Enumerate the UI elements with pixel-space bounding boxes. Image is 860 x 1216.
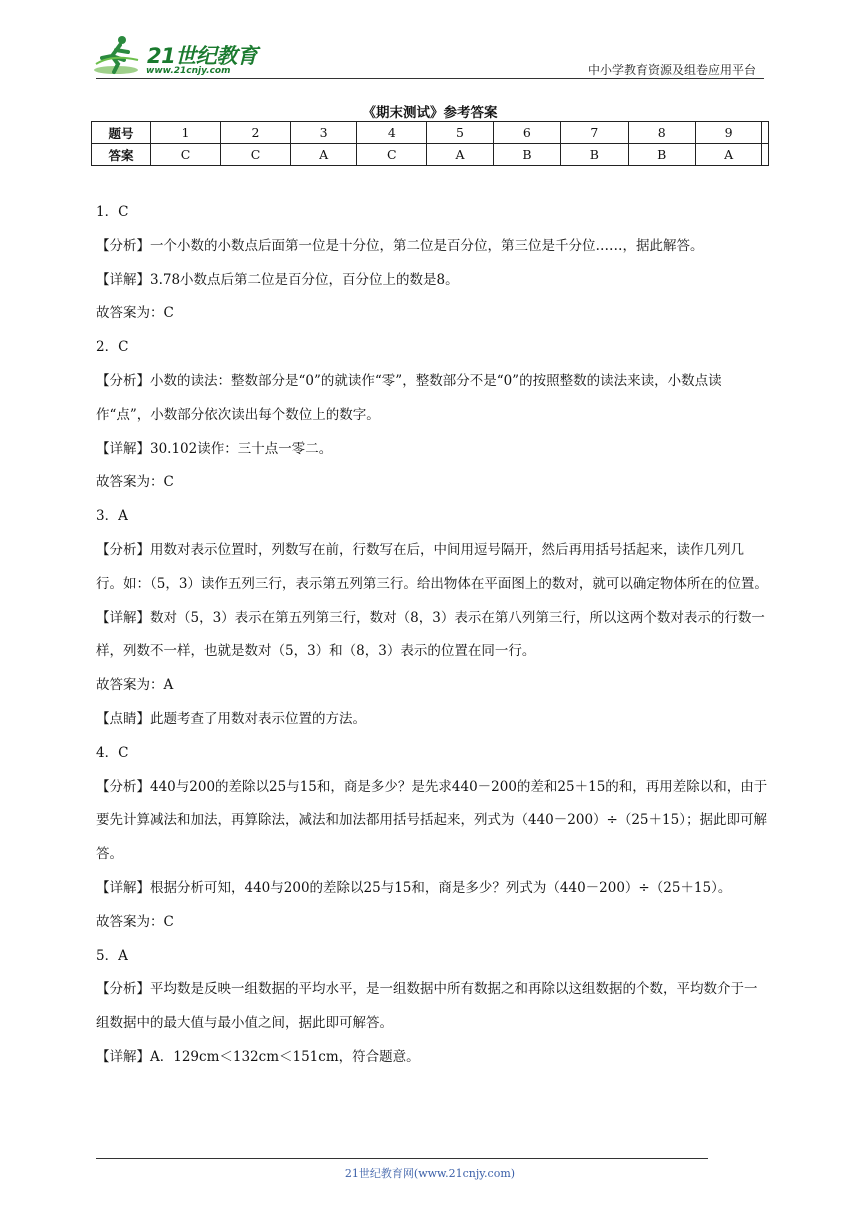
table-cell: 1	[151, 122, 221, 144]
table-cell: 9	[695, 122, 761, 144]
document-title: 《期末测试》参考答案	[362, 105, 498, 121]
table-cell: A	[695, 144, 761, 166]
table-cell	[762, 122, 769, 144]
analysis-paragraph: 【分析】440与200的差除以25与15和，商是多少？是先求440－200的差和25＋15的和，再用差除以和，由于要先计算减法和加法，再算除法，减法和加法都用括号括起来，列式为（440－200）÷（25＋15）；据此即可解答。	[96, 778, 768, 863]
table-cell: A	[290, 144, 356, 166]
analysis-paragraph: 【分析】小数的读法：整数部分是“0”的就读作“零”，整数部分不是“0”的按照整数的读法来读，小数点读作“点”，小数部分依次读出每个数位上的数字。	[96, 372, 722, 423]
answer-line: 故答案为：C	[96, 913, 174, 930]
table-cell: 3	[290, 122, 356, 144]
table-cell: C	[357, 144, 427, 166]
footer-divider	[96, 1158, 708, 1159]
table-cell: 5	[427, 122, 493, 144]
detail-paragraph: 【详解】数对（5，3）表示在第五列第三行，数对（8，3）表示在第八列第三行，所以这两个数对表示的行数一样，列数不一样，也就是数对（5，3）和（8，3）表示的位置在同一行。	[96, 609, 765, 660]
table-cell: A	[427, 144, 493, 166]
row-label: 题号	[92, 122, 151, 144]
detail-paragraph: 【详解】A．129cm＜132cm＜151cm，符合题意。	[96, 1048, 420, 1065]
table-cell: 7	[561, 122, 628, 144]
table-row	[92, 144, 769, 166]
header-divider	[96, 78, 764, 79]
analysis-paragraph: 【分析】平均数是反映一组数据的平均水平，是一组数据中所有数据之和再除以这组数据的个数，平均数介于一组数据中的最大值与最小值之间，据此即可解答。	[96, 981, 758, 1032]
answer-table	[91, 121, 769, 166]
comment-paragraph: 【点睛】此题考查了用数对表示位置的方法。	[96, 710, 366, 727]
question-number: 3．A	[96, 508, 128, 525]
table-cell: B	[628, 144, 695, 166]
answer-line: 故答案为：C	[96, 305, 174, 322]
platform-name: 中小学教育资源及组卷应用平台	[587, 63, 756, 77]
logo-url: www.21cnjy.com	[146, 66, 231, 76]
table-cell: 8	[628, 122, 695, 144]
question-number: 4．C	[96, 744, 129, 761]
table-cell: C	[220, 144, 290, 166]
answer-line: 故答案为：A	[96, 677, 174, 694]
question-number: 5．A	[96, 947, 128, 964]
table-cell	[762, 144, 769, 166]
detail-paragraph: 【详解】3.78小数点后第二位是百分位，百分位上的数是8。	[96, 271, 459, 288]
detail-paragraph: 【详解】30.102读作：三十点一零二。	[96, 440, 333, 457]
analysis-paragraph: 【分析】一个小数的小数点后面第一位是十分位，第二位是百分位，第三位是千分位……，据此解答。	[96, 237, 704, 254]
question-number: 1．C	[96, 204, 129, 220]
table-cell: 4	[357, 122, 427, 144]
logo-text: 21世纪教育	[147, 44, 258, 68]
detail-paragraph: 【详解】根据分析可知，440与200的差除以25与15和，商是多少？列式为（440－200）÷（25＋15）。	[96, 879, 732, 896]
question-number: 2．C	[96, 339, 129, 356]
page-header	[0, 0, 860, 82]
answer-explanations	[96, 196, 768, 1075]
analysis-paragraph: 【分析】用数对表示位置时，列数写在前，行数写在后，中间用逗号隔开，然后再用括号括起来，读作几列几行。如：（5，3）读作五列三行，表示第五列第三行。给出物体在平面图上的数对，就可以确定物体所在的位置。	[96, 541, 768, 592]
table-cell: 2	[220, 122, 290, 144]
table-cell: B	[561, 144, 628, 166]
table-cell: B	[493, 144, 560, 166]
row-label: 答案	[92, 144, 151, 166]
table-row	[92, 122, 769, 144]
answer-line: 故答案为：C	[96, 474, 174, 491]
table-cell: C	[151, 144, 221, 166]
page-footer: 21世纪教育网(www.21cnjy.com)	[344, 1167, 516, 1180]
table-cell: 6	[493, 122, 560, 144]
